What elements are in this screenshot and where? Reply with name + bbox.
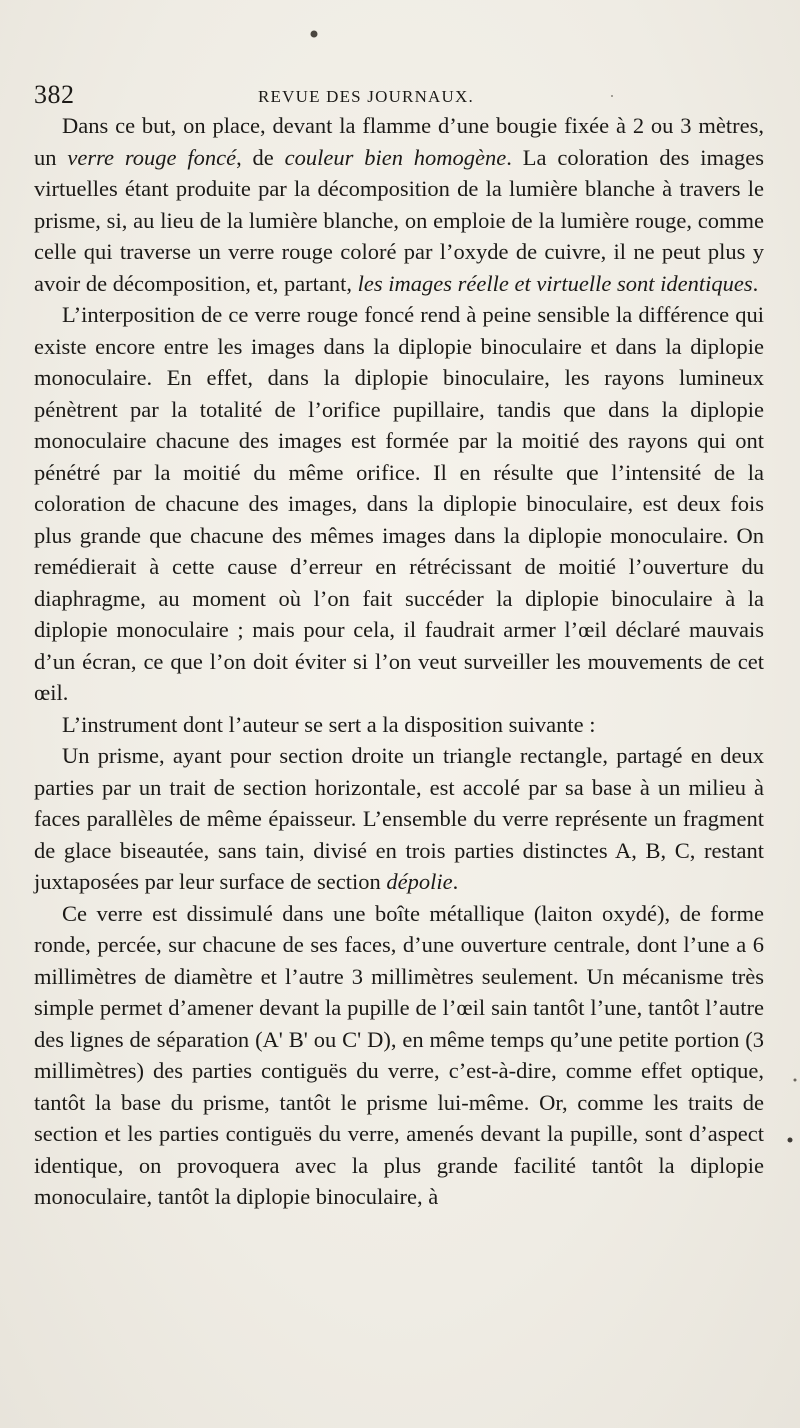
journal-title: REVUE DES JOURNAUX. xyxy=(258,87,474,106)
paragraph-2: L’interposition de ce verre rouge foncé rend à peine sensible la différence qui existe encore entre les images dans la diplopie binoculaire et dans la diplopie monoculaire. En effet, dans la diplopie binoculaire, les rayons lumineux pénètrent par la totalité de l’orifice pupillaire, tandis que dans la diplopie monoculaire chacune des images est formée par la moitié des rayons qui ont pénétré par la moitié du même orifice. Il en résulte que l’intensité de la coloration de chacune des images, dans la diplopie binoculaire, est deux fois plus grande que chacune des mêmes images dans la diplopie monoculaire. On remédierait à cette cause d’erreur en rétrécissant de moitié l’ouverture du diaphragme, au moment où l’on fait succéder la diplopie binoculaire à la diplopie monoculaire ; mais pour cela, il faudrait armer l’œil déclaré mauvais d’un écran, ce que l’on doit éviter si l’on veut surveiller les mouvements de cet œil. xyxy=(34,302,764,705)
page-number: 382 xyxy=(34,80,75,109)
running-head xyxy=(34,78,764,114)
italic-phrase: dépolie xyxy=(386,869,453,894)
paragraph-text: , de xyxy=(236,144,285,170)
paragraph-4 xyxy=(34,740,764,898)
paper-speck xyxy=(794,1079,797,1082)
italic-phrase: couleur bien homogène xyxy=(284,144,507,170)
paragraph-text: Dans ce but, on place, devant la flamme d’une bougie fixée à 2 ou 3 mètres, un xyxy=(34,113,764,170)
page-content xyxy=(34,78,764,1418)
paragraph-text: Un prisme, ayant pour section droite un triangle rectangle, partagé en deux parties par un trait de section horizontale, est accolé par sa base à un milieu à faces parallèles de même épaisseur. L’ensemble du verre représente un fragment de glace biseautée, sans tain, divisé en trois parties distinctes A, B, C, restant juxtaposées par leur surface de section xyxy=(34,743,764,894)
article-body xyxy=(34,110,764,1213)
italic-phrase: les images réelle et virtuelle sont identiques xyxy=(357,270,753,296)
paragraph-1 xyxy=(34,110,764,299)
paragraph-3: L’instrument dont l’auteur se sert a la disposition suivante : xyxy=(62,711,596,737)
paragraph-text: . xyxy=(452,869,459,894)
paragraph-5: Ce verre est dissimulé dans une boîte métallique (laiton oxydé), de forme ronde, percée, sur chacune de ses faces, d’une ouverture centrale, dont l’une a 6 millimètres de diamètre et l’autre 3 millimètres seulement. Un mécanisme très simple permet d’amener devant la pupille de l’œil sain tantôt l’une, tantôt l’autre des lignes de séparation (A' B' ou C' D), en même temps qu’une petite portion (3 millimètres) des parties contiguës du verre, c’est-à-dire, comme effet optique, tantôt la base du prisme, tantôt le prisme lui-même. Or, comme les traits de section et les parties contiguës du verre, amenés devant la pupille, sont d’aspect identique, on provoquera avec la plus grande facilité tantôt la diplopie monoculaire, tantôt la diplopie binoculaire, à xyxy=(34,900,764,1209)
paragraph-text: . xyxy=(752,270,759,296)
paragraph-text: . La coloration des images virtuelles étant produite par la décomposition de la lumière blanche à travers le prisme, si, au lieu de la lumière blanche, on emploie de la lumière rouge, comme celle qui traverse un verre rouge coloré par l’oxyde de cuivre, il ne peut plus y avoir de décomposition, et, partant, xyxy=(34,144,764,296)
italic-phrase: verre rouge foncé xyxy=(67,144,237,170)
paper-speck xyxy=(311,31,318,38)
paper-speck xyxy=(788,1138,793,1143)
